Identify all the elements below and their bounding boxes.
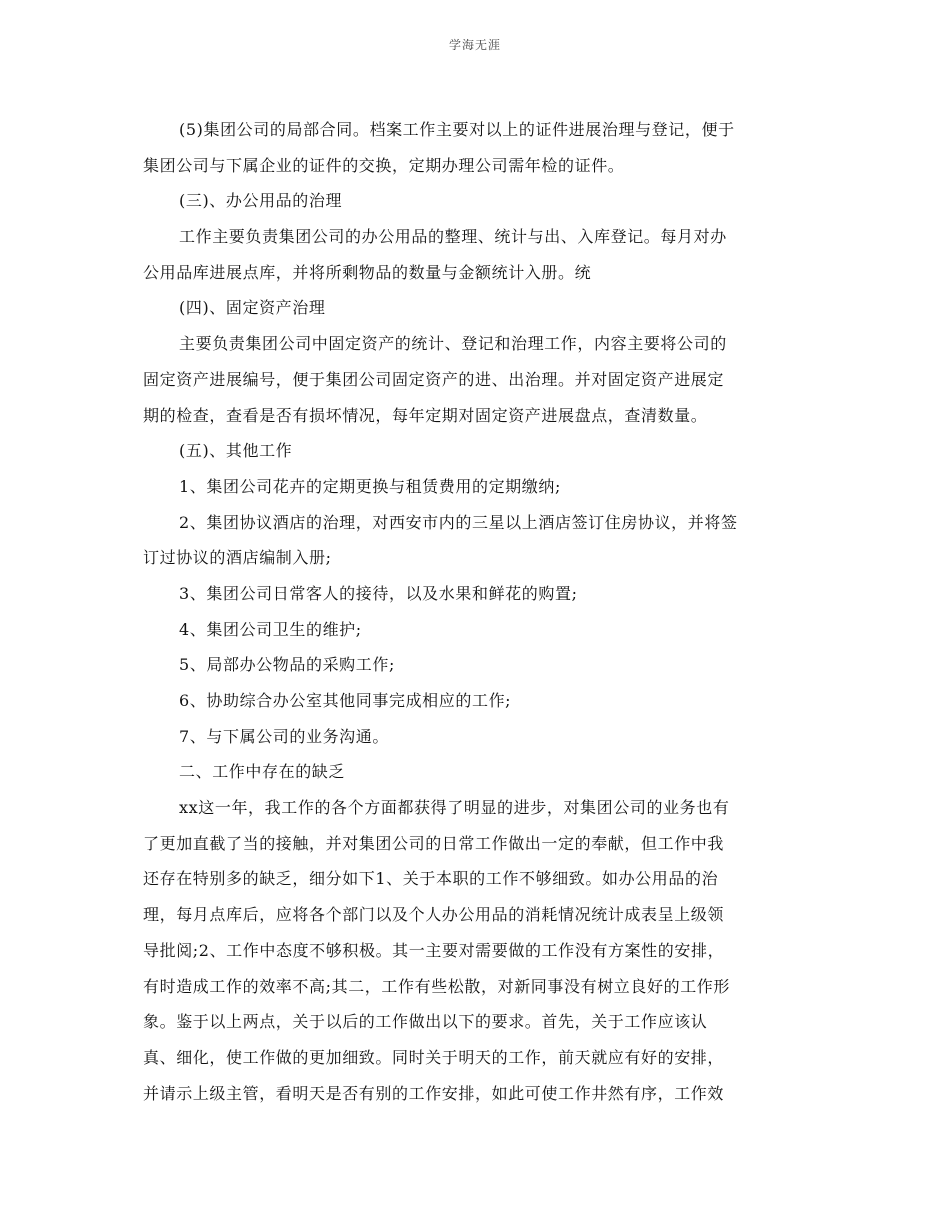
body-line: 导批阅;2、工作中态度不够积极。其一主要对需要做的工作没有方案性的安排， — [143, 940, 725, 960]
body-line: 主要负责集团公司中固定资产的统计、登记和治理工作，内容主要将公司的 — [179, 334, 727, 354]
body-line: 集团公司与下属企业的证件的交换，定期办理公司需年检的证件。 — [143, 155, 625, 175]
body-line: 二、工作中存在的缺乏 — [179, 762, 346, 782]
body-line: 了更加直截了当的接触，并对集团公司的日常工作做出一定的奉献，但工作中我 — [143, 833, 725, 853]
body-line: 象。鉴于以上两点，关于以后的工作做出以下的要求。首先，关于工作应该认 — [143, 1012, 708, 1032]
body-line: 1、集团公司花卉的定期更换与租赁费用的定期缴纳; — [179, 476, 561, 496]
body-line: (5)集团公司的局部合同。档案工作主要对以上的证件进展治理与登记，便于 — [179, 120, 735, 139]
body-line: 7、与下属公司的业务沟通。 — [179, 726, 389, 746]
body-line: 2、集团协议酒店的治理，对西安市内的三星以上酒店签订住房协议，并将签 — [179, 512, 738, 532]
body-line: 真、细化，使工作做的更加细致。同时关于明天的工作，前天就应有好的安排， — [143, 1047, 725, 1067]
body-line: 固定资产进展编号，便于集团公司固定资产的进、出治理。并对固定资产进展定 — [143, 369, 725, 389]
body-line: xx这一年，我工作的各个方面都获得了明显的进步，对集团公司的业务也有 — [179, 798, 730, 818]
body-line: 有时造成工作的效率不高;其二，工作有些松散，对新同事没有树立良好的工作形 — [143, 976, 730, 996]
body-line: 订过协议的酒店编制入册; — [143, 548, 332, 568]
body-line: 公用品库进展点库，并将所剩物品的数量与金额统计入册。统 — [143, 262, 592, 282]
body-line: 3、集团公司日常客人的接待，以及水果和鲜花的购置; — [179, 583, 578, 603]
body-line: 理，每月点库后，应将各个部门以及个人办公用品的消耗情况统计成表呈上级领 — [143, 905, 725, 925]
body-line: 并请示上级主管，看明天是否有别的工作安排，如此可使工作井然有序，工作效 — [143, 1083, 725, 1103]
body-line: 6、协助综合办公室其他同事完成相应的工作; — [179, 691, 512, 710]
page-header: 学海无涯 — [448, 38, 501, 52]
body-line: 工作主要负责集团公司的办公用品的整理、统计与出、入库登记。每月对办 — [179, 227, 727, 247]
document-body — [143, 112, 807, 1111]
body-line: 5、局部办公物品的采购工作; — [179, 655, 395, 675]
body-line: 4、集团公司卫生的维护; — [179, 619, 362, 639]
body-line: 还存在特别多的缺乏，细分如下1、关于本职的工作不够细致。如办公用品的治 — [143, 869, 719, 889]
body-line: (四)、固定资产治理 — [179, 298, 326, 318]
body-line: (五)、其他工作 — [179, 441, 293, 461]
body-line: (三)、办公用品的治理 — [179, 191, 343, 211]
body-line: 期的检查，查看是否有损坏情况，每年定期对固定资产进展盘点，查清数量。 — [143, 405, 708, 425]
